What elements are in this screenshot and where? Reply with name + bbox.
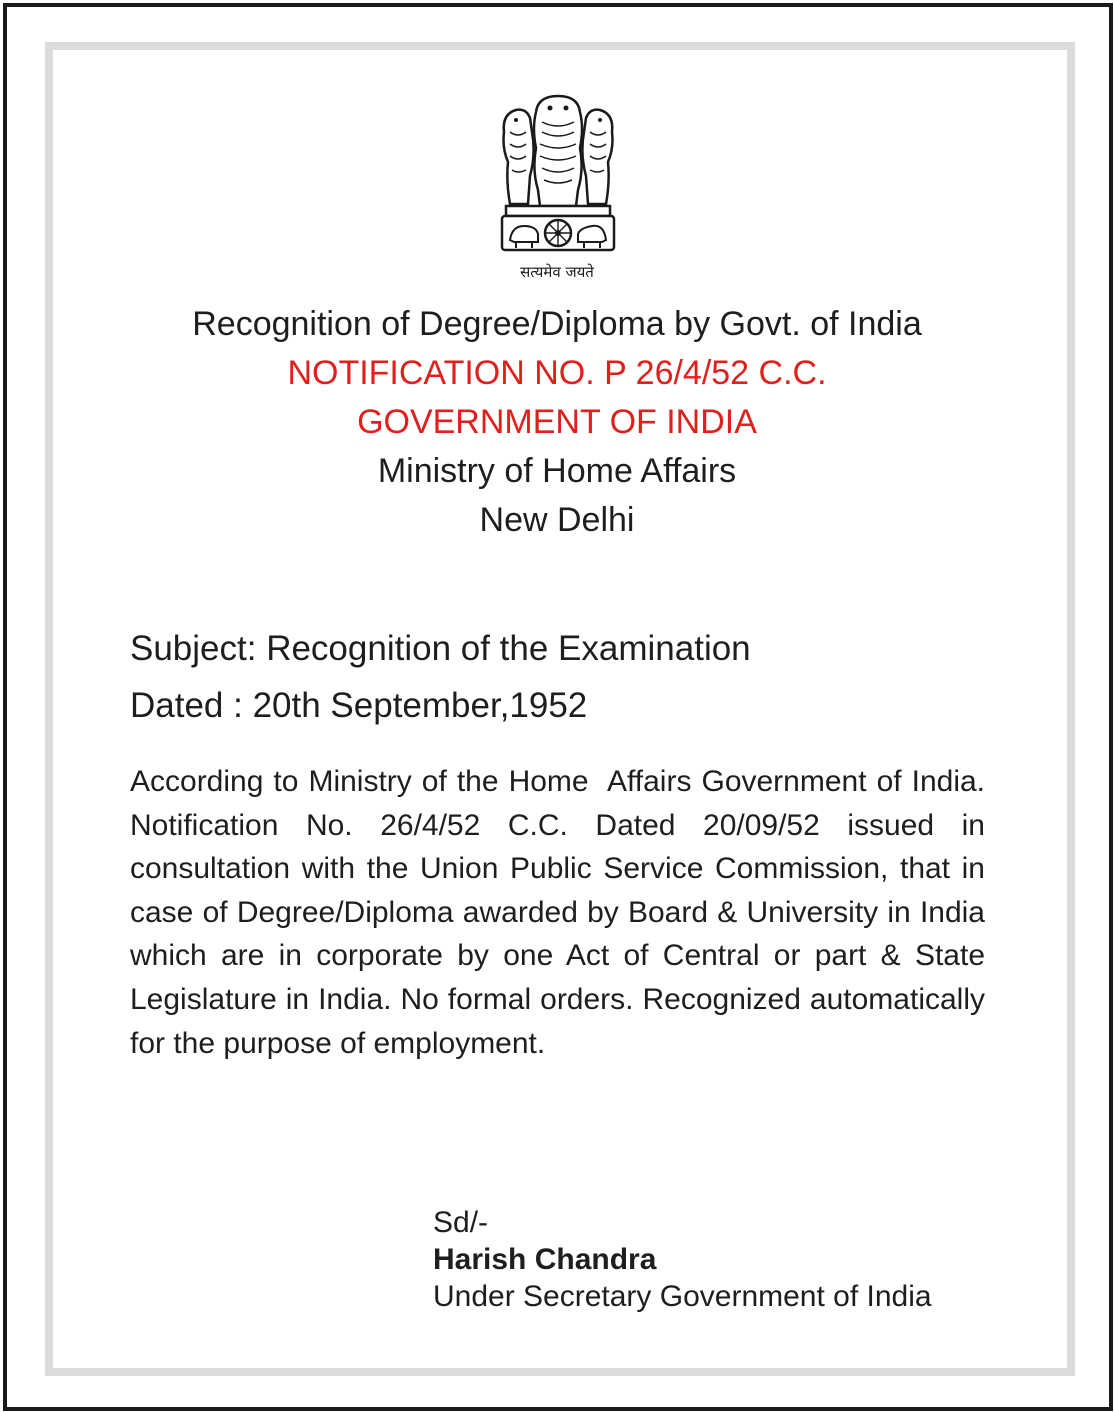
notification-number: NOTIFICATION NO. P 26/4/52 C.C.	[287, 354, 827, 392]
notification-body: According to Ministry of the Home Affairs Government of India. Notification No. 26/4/52 C.C. Dated 20/09/52 issued in consultation with the Union Public Service Commission, that in case of Degree/Diploma awarded by Board & University in India which are in corporate by one Act of Central or part & State Legislature in India. No formal orders. Recognized automatically for the purpose of employment.	[130, 765, 994, 1060]
ministry-name: Ministry of Home Affairs	[377, 452, 737, 490]
signatory-designation: Under Secretary Government of India	[433, 1280, 932, 1313]
emblem-motto: सत्यमेव जयते	[520, 263, 594, 281]
national-emblem-icon	[496, 92, 620, 284]
heading-block	[0, 300, 1114, 545]
document-title: Recognition of Degree/Diploma by Govt. of India	[192, 305, 922, 343]
city-name: New Delhi	[479, 501, 635, 539]
dated-line: Dated : 20th September,1952	[130, 686, 588, 725]
subject-line: Subject: Recognition of the Examination	[130, 629, 751, 668]
signature-block	[433, 1204, 932, 1315]
signatory-name: Harish Chandra	[433, 1243, 657, 1276]
government-name: GOVERNMENT OF INDIA	[357, 403, 757, 441]
signature-sd: Sd/-	[433, 1206, 489, 1239]
